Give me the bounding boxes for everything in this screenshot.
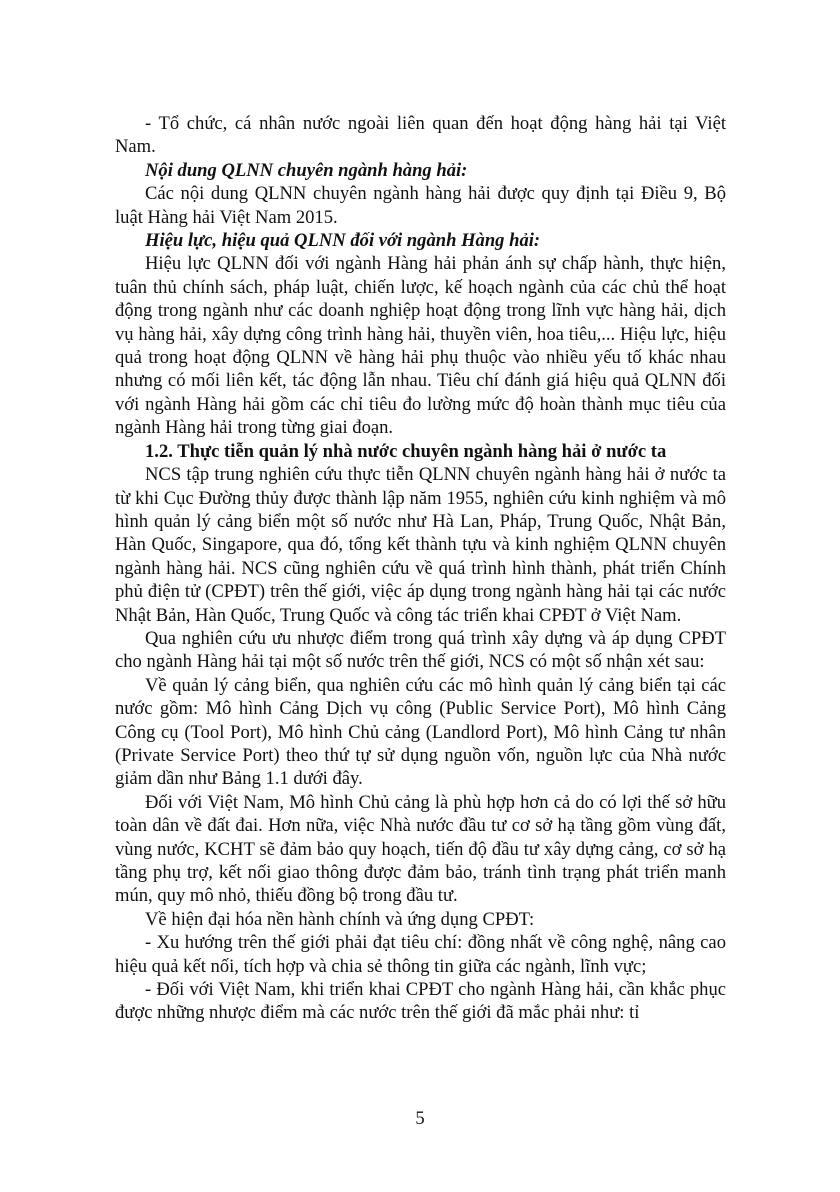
heading-qlnn-content: Nội dung QLNN chuyên ngành hàng hải: [145, 159, 468, 181]
page-number: 5 [415, 1108, 425, 1129]
heading-effectiveness: Hiệu lực, hiệu quả QLNN đối với ngành Hàng hải: [145, 230, 541, 252]
paragraph-foreign-entities: - Tổ chức, cá nhân nước ngoài liên quan đến hoạt động hàng hải tại Việt Nam. [115, 113, 726, 158]
bullet-world-trend: - Xu hướng trên thế giới phải đạt tiêu chí: đồng nhất về công nghệ, nâng cao hiệu quả kết nối, tích hợp và chia sẻ thông tin giữa các ngành, lĩnh vực; [115, 932, 726, 977]
paragraph-research-practice: NCS tập trung nghiên cứu thực tiễn QLNN chuyên ngành hàng hải ở nước ta từ khi Cục Đường thủy được thành lập năm 1955, nghiên cứu kinh nghiệm và mô hình quản lý cảng biển một số nước như Hà Lan, Pháp, Trung Quốc, Nhật Bản, Hàn Quốc, Singapore, qua đó, tổng kết thành tựu và kinh nghiệm QLNN chuyên ngành hàng hải. NCS cũng nghiên cứu về quá trình hình thành, phát triển Chính phủ điện tử (CPĐT) trên thế giới, việc áp dụng trong ngành hàng hải tại các nước Nhật Bản, Hàn Quốc, Trung Quốc và công tác triển khai CPĐT ở Việt Nam. [115, 464, 726, 626]
paragraph-vietnam-landlord: Đối với Việt Nam, Mô hình Chủ cảng là phù hợp hơn cả do có lợi thế sở hữu toàn dân về đất đai. Hơn nữa, việc Nhà nước đầu tư cơ sở hạ tầng gồm vùng đất, vùng nước, KCHT sẽ đảm bảo quy hoạch, tiến độ đầu tư xây dựng cảng, cơ sở hạ tầng phụ trợ, kết nối giao thông được đảm bảo, tránh tình trạng phát triển manh mún, quy mô nhỏ, thiếu đồng bộ trong đầu tư. [115, 791, 726, 907]
section-heading-1-2: 1.2. Thực tiễn quản lý nhà nước chuyên ngành hàng hải ở nước ta [145, 440, 667, 462]
paragraph-observations-intro: Qua nghiên cứu ưu nhược điểm trong quá trình xây dựng và áp dụng CPĐT cho ngành Hàng hải tại một số nước trên thế giới, NCS có một số nhận xét sau: [115, 627, 726, 673]
paragraph-port-models: Về quản lý cảng biển, qua nghiên cứu các mô hình quản lý cảng biển tại các nước gồm: Mô hình Cảng Dịch vụ công (Public Service Port), Mô hình Cảng Công cụ (Tool Port), Mô hình Chủ cảng (Landlord Port), Mô hình Cảng tư nhân (Private Service Port) theo thứ tự sử dụng nguồn vốn, nguồn lực của Nhà nước giảm dần như Bảng 1.1 dưới đây. [115, 674, 726, 790]
paragraph-effectiveness: Hiệu lực QLNN đối với ngành Hàng hải phản ánh sự chấp hành, thực hiện, tuân thủ chính sách, pháp luật, chiến lược, kế hoạch ngành của các chủ thể hoạt động trong ngành như các doanh nghiệp hoạt động trong lĩnh vực hàng hải, dịch vụ hàng hải, xây dựng công trình hàng hải, thuyền viên, hoa tiêu,... Hiệu lực, hiệu quả trong hoạt động QLNN về hàng hải phụ thuộc vào nhiều yếu tố khác nhau nhưng có mối liên kết, tác động lẫn nhau. Tiêu chí đánh giá hiệu quả QLNN đối với ngành Hàng hải gồm các chỉ tiêu đo lường mức độ hoàn thành mục tiêu của ngành Hàng hải trong từng giai đoạn. [115, 253, 726, 439]
document-body [115, 112, 726, 1025]
paragraph-qlnn-content: Các nội dung QLNN chuyên ngành hàng hải được quy định tại Điều 9, Bộ luật Hàng hải Việt Nam 2015. [115, 183, 726, 228]
bullet-vietnam-cpdt: - Đối với Việt Nam, khi triển khai CPĐT cho ngành Hàng hải, cần khắc phục được những nhược điểm mà các nước trên thế giới đã mắc phải như: tỉ [115, 979, 726, 1024]
paragraph-modernization-heading: Về hiện đại hóa nền hành chính và ứng dụng CPĐT: [145, 908, 535, 930]
